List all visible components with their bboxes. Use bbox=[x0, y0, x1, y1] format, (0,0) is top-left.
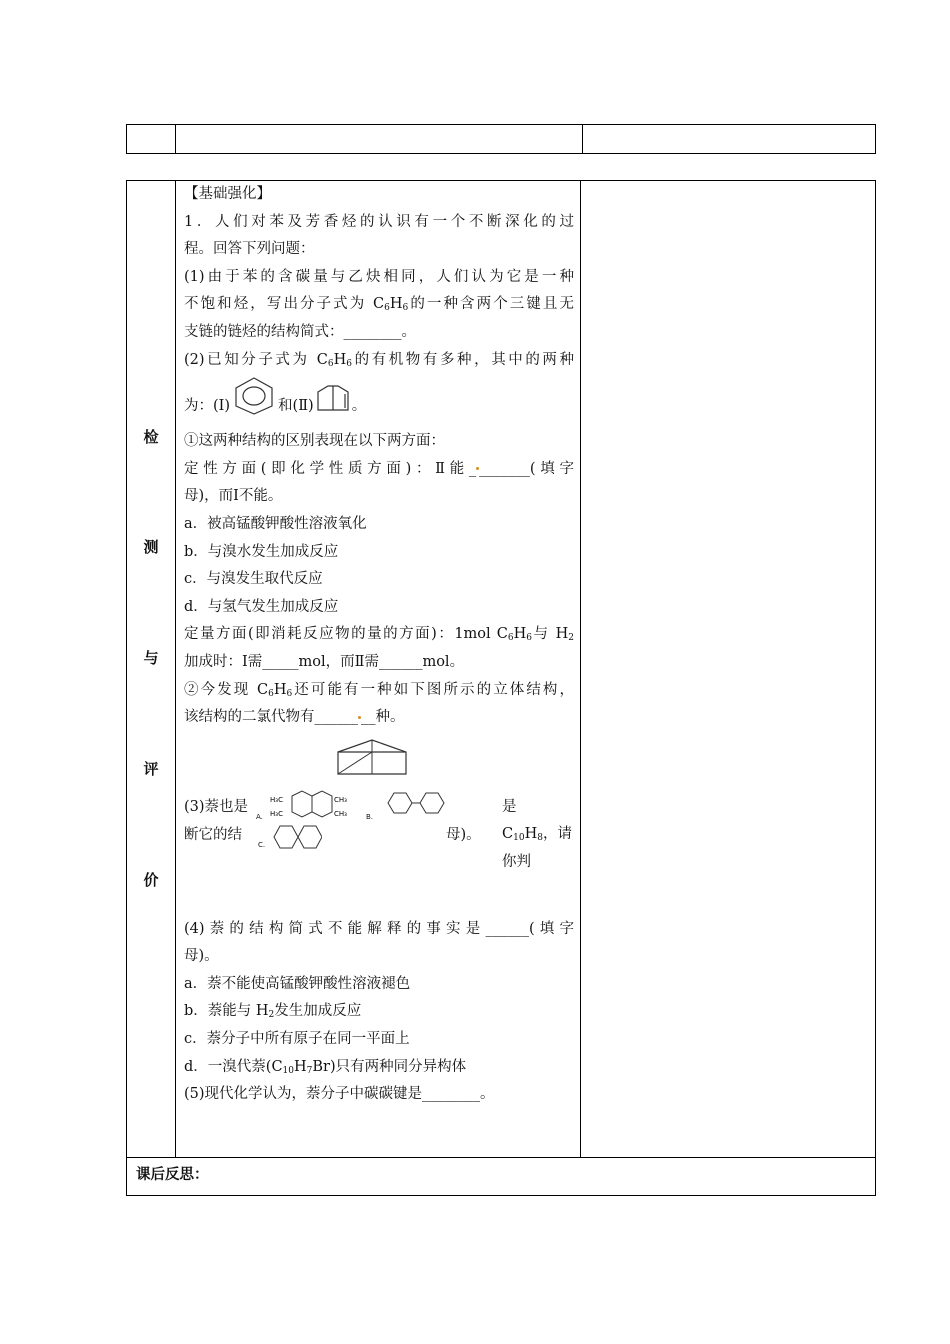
naphthalene-structure bbox=[270, 822, 322, 852]
q1-part1: 支链的链烃的结构简式：________。 bbox=[184, 323, 416, 340]
option-label-b: B. bbox=[366, 812, 374, 821]
column-divider bbox=[580, 181, 581, 1157]
q4-option-c: c．萘分子中所有原子在同一平面上 bbox=[184, 1031, 410, 1048]
svg-text:H₃C: H₃C bbox=[270, 809, 283, 818]
column-divider bbox=[175, 181, 176, 1157]
side-label-char: 检 bbox=[143, 428, 159, 446]
q1-part2: 为：(Ⅰ) 和(Ⅱ) 。 bbox=[184, 374, 574, 428]
q1-part3: (3)萘也是 是 $C_{10}H_8$，请你判 断它的结 母)。 A. H₃C H₃C CH₃ CH₃ B. C. bbox=[184, 782, 574, 876]
option-a: a．被高锰酸钾酸性溶液氧化 bbox=[184, 515, 367, 532]
q4-option-a: a．萘不能使高锰酸钾酸性溶液褪色 bbox=[184, 975, 411, 992]
reflection-label: 课后反思： bbox=[136, 1167, 209, 1183]
q1-part4: (4)萘的结构简式不能解释的事实是______(填字 bbox=[184, 920, 574, 937]
q1-part4: 母)。 bbox=[184, 948, 219, 965]
side-label-char: 价 bbox=[143, 871, 159, 889]
q1-intro: 程。回答下列问题： bbox=[184, 241, 315, 258]
svg-text:H₃C: H₃C bbox=[270, 795, 283, 804]
q4-option-d: d．一溴代萘$(C_{10}H_7Br)$只有两种同分异构体 bbox=[184, 1058, 467, 1076]
svg-text:CH₃: CH₃ bbox=[334, 809, 347, 818]
prismane-structure bbox=[332, 736, 412, 780]
header-divider bbox=[582, 125, 583, 153]
side-label-char: 评 bbox=[143, 760, 159, 778]
q1-part2-quant: 定量方面(即消耗反应物的量的方面)：1mol $C_6H_6$与 $H_2$ bbox=[184, 626, 574, 644]
q1-part2-sub1: ①这两种结构的区别表现在以下两方面： bbox=[184, 433, 445, 450]
q1-part1: (1)由于苯的含碳量与乙炔相同，人们认为它是一种 bbox=[184, 268, 574, 285]
option-label-a: A. bbox=[256, 812, 263, 821]
row-divider bbox=[127, 1157, 875, 1158]
main-table bbox=[126, 180, 876, 1196]
dimethylnaphthalene-structure bbox=[270, 788, 350, 824]
svg-text:CH₃: CH₃ bbox=[334, 795, 347, 804]
q1-part5: (5)现代化学认为，萘分子中碳碳键是________。 bbox=[184, 1086, 495, 1103]
section-title: 【基础强化】 bbox=[184, 186, 271, 202]
q1-part2-qual: 定性方面(即化学性质方面)：Ⅱ能_ _______(填字 bbox=[184, 460, 574, 477]
option-b: b．与溴水发生加成反应 bbox=[184, 543, 339, 560]
q4-option-b: b．萘能与 $H_2$发生加成反应 bbox=[184, 1003, 362, 1021]
option-d: d．与氢气发生加成反应 bbox=[184, 598, 339, 615]
side-label-char: 测 bbox=[143, 538, 159, 556]
dewar-benzene-structure bbox=[314, 384, 352, 414]
q1-part2-sub2: 该结构的二氯代物有______ __种。 bbox=[184, 709, 405, 726]
option-label-c: C. bbox=[258, 840, 266, 849]
q1-part2-sub2: ②今发现 $C_6H_6$还可能有一种如下图所示的立体结构， bbox=[184, 681, 574, 699]
prismane-figure bbox=[184, 732, 574, 782]
biphenyl-structure bbox=[384, 790, 450, 816]
header-divider bbox=[175, 125, 176, 153]
q1-part1: 不饱和烃，写出分子式为 $C_6H_6$的一种含两个三键且无 bbox=[184, 296, 575, 314]
q1-part2-qual: 母)，而Ⅰ不能。 bbox=[184, 488, 283, 505]
q1-intro: 1．人们对苯及芳香烃的认识有一个不断深化的过 bbox=[184, 213, 574, 230]
question-content bbox=[184, 181, 574, 1109]
option-c: c．与溴发生取代反应 bbox=[184, 571, 323, 588]
benzene-structure bbox=[232, 376, 276, 416]
side-label-char: 与 bbox=[143, 649, 159, 667]
header-table bbox=[126, 124, 876, 154]
q1-part2-quant: 加成时：Ⅰ需_____mol，而Ⅱ需______mol。 bbox=[184, 653, 465, 670]
q1-part2: (2)已知分子式为 $C_6H_6$的有机物有多种，其中的两种 bbox=[184, 351, 575, 369]
